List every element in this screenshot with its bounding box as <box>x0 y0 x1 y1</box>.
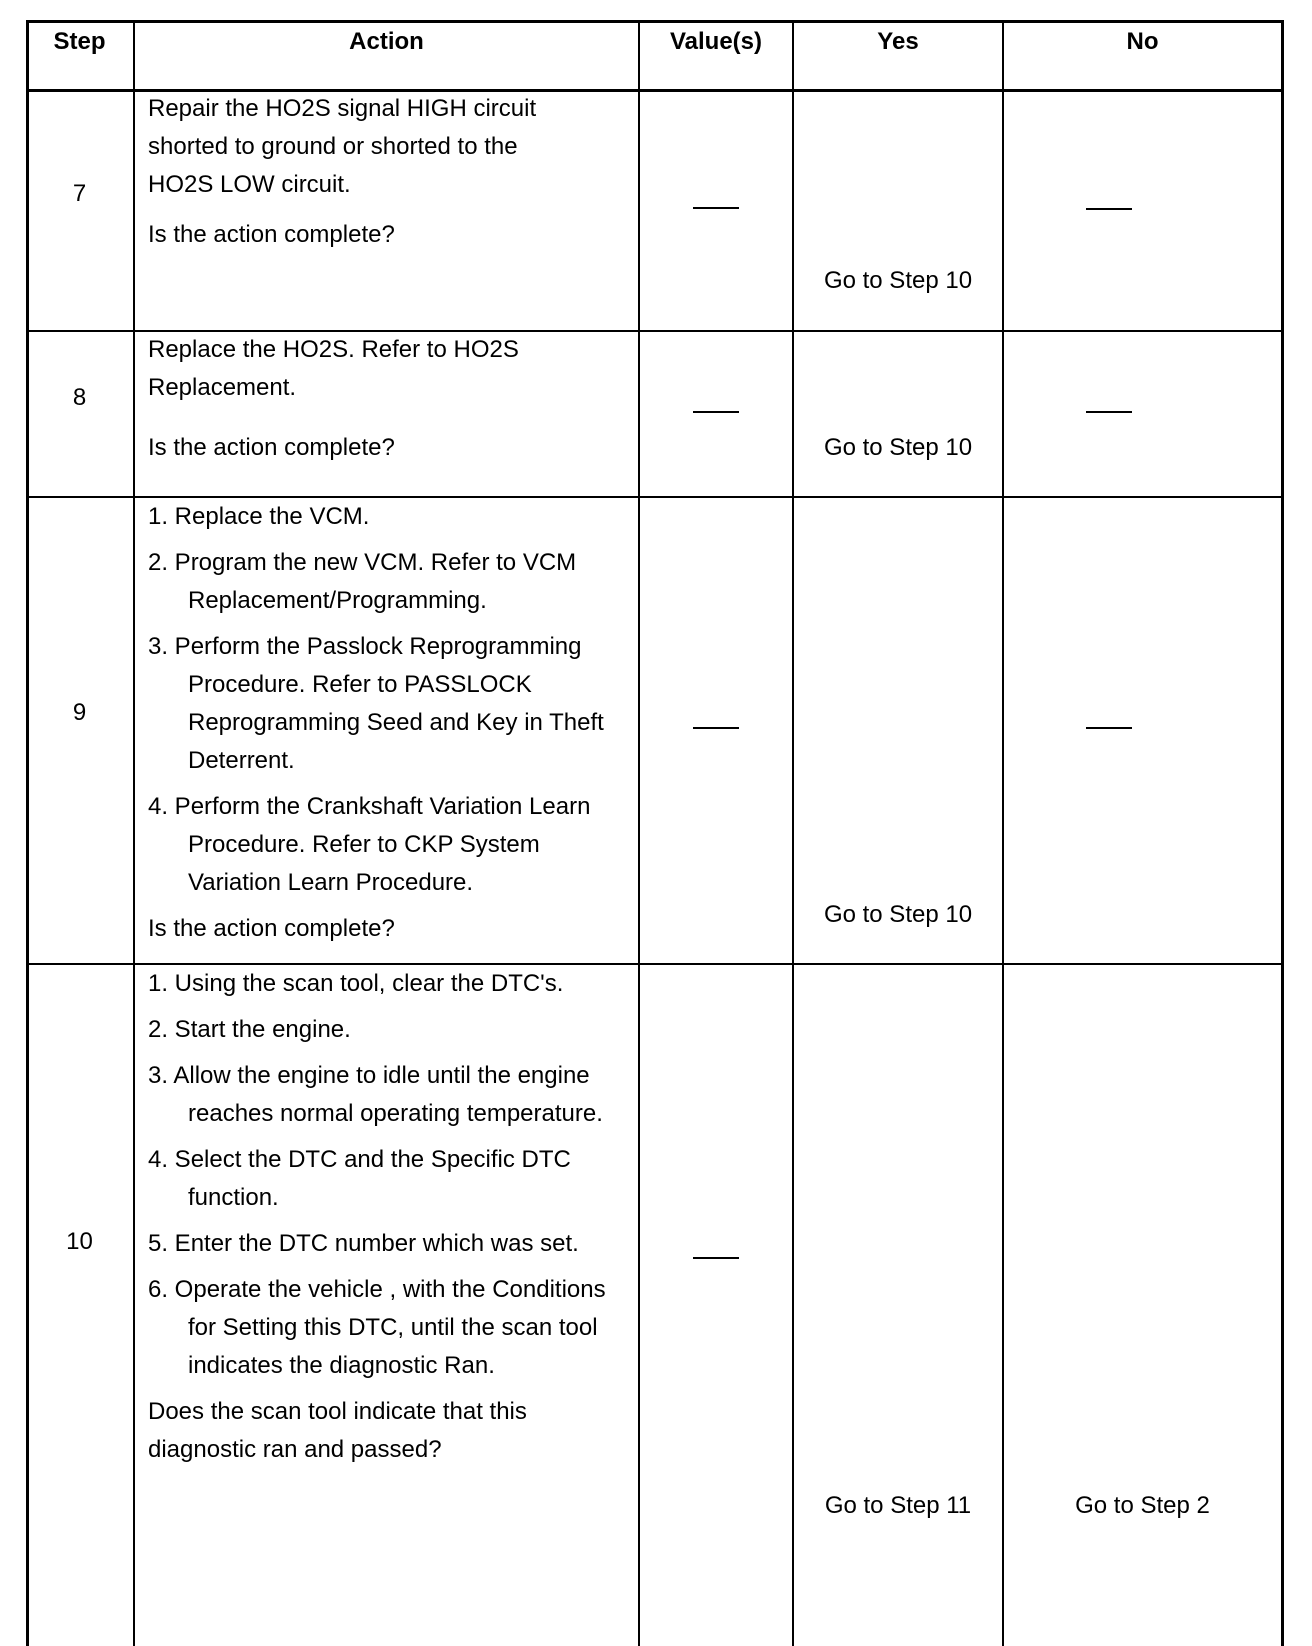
yes-cell-8: Go to Step 10 <box>823 434 973 461</box>
header-yes: Yes <box>877 28 919 55</box>
yes-cell-10: Go to Step 11 <box>824 1492 972 1519</box>
values-dash-10 <box>693 1257 739 1259</box>
values-dash-8 <box>693 411 739 413</box>
list-item: 1. Replace the VCM. <box>148 503 370 530</box>
header-no: No <box>1126 28 1159 55</box>
action-question: Is the action complete? <box>148 434 395 461</box>
values-dash-7 <box>693 207 739 209</box>
no-dash-9 <box>1086 727 1132 729</box>
list-item: 3. Perform the Passlock Reprogramming Procedure. Refer to PASSLOCK Reprogramming Seed and Key in Theft Deterrent. <box>148 633 604 774</box>
action-line: Replacement. <box>148 374 297 401</box>
no-dash-8 <box>1086 411 1132 413</box>
list-item: 2. Program the new VCM. Refer to VCM Replacement/Programming. <box>148 549 577 614</box>
yes-cell-9: Go to Step 10 <box>823 901 973 928</box>
header-step: Step <box>53 28 106 55</box>
action-question: Is the action complete? <box>148 221 395 248</box>
no-cell-10: Go to Step 2 <box>1075 1492 1210 1519</box>
step-number-10: 10 <box>66 1228 93 1255</box>
action-line: Repair the HO2S signal HIGH circuit <box>148 95 537 122</box>
step-number-8: 8 <box>72 384 87 411</box>
action-cell-7 <box>148 90 628 254</box>
list-item: 5. Enter the DTC number which was set. <box>148 1230 579 1257</box>
col-divider-step <box>133 20 135 1646</box>
yes-cell-7: Go to Step 10 <box>823 267 973 294</box>
step-number-7: 7 <box>72 180 87 207</box>
action-question: Is the action complete? <box>148 915 395 942</box>
list-item: 2. Start the engine. <box>148 1016 351 1043</box>
action-cell-8 <box>148 331 628 467</box>
action-line: shorted to ground or shorted to the <box>148 133 518 160</box>
list-item: 3. Allow the engine to idle until the engine reaches normal operating temperature. <box>148 1062 603 1127</box>
action-question: Does the scan tool indicate that this diagnostic ran and passed? <box>148 1398 527 1463</box>
action-line: HO2S LOW circuit. <box>148 171 351 198</box>
step-number-9: 9 <box>72 699 87 726</box>
border-right <box>1281 20 1284 1646</box>
list-item: 6. Operate the vehicle , with the Conditions for Setting this DTC, until the scan tool indicates the diagnostic Ran. <box>148 1276 606 1379</box>
action-cell-10 <box>148 965 628 1469</box>
list-item: 4. Perform the Crankshaft Variation Learn Procedure. Refer to CKP System Variation Learn Procedure. <box>148 793 591 896</box>
col-divider-action <box>638 20 640 1646</box>
col-divider-yes <box>1002 20 1004 1646</box>
list-item: 4. Select the DTC and the Specific DTC function. <box>148 1146 571 1211</box>
header-action: Action <box>349 28 424 55</box>
action-line: Replace the HO2S. Refer to HO2S <box>148 336 519 363</box>
header-values: Value(s) <box>669 28 763 55</box>
list-item: 1. Using the scan tool, clear the DTC's. <box>148 970 564 997</box>
no-dash-7 <box>1086 208 1132 210</box>
action-cell-9 <box>148 498 628 948</box>
col-divider-values <box>792 20 794 1646</box>
values-dash-9 <box>693 727 739 729</box>
border-top <box>26 20 1284 23</box>
border-left <box>26 20 29 1646</box>
